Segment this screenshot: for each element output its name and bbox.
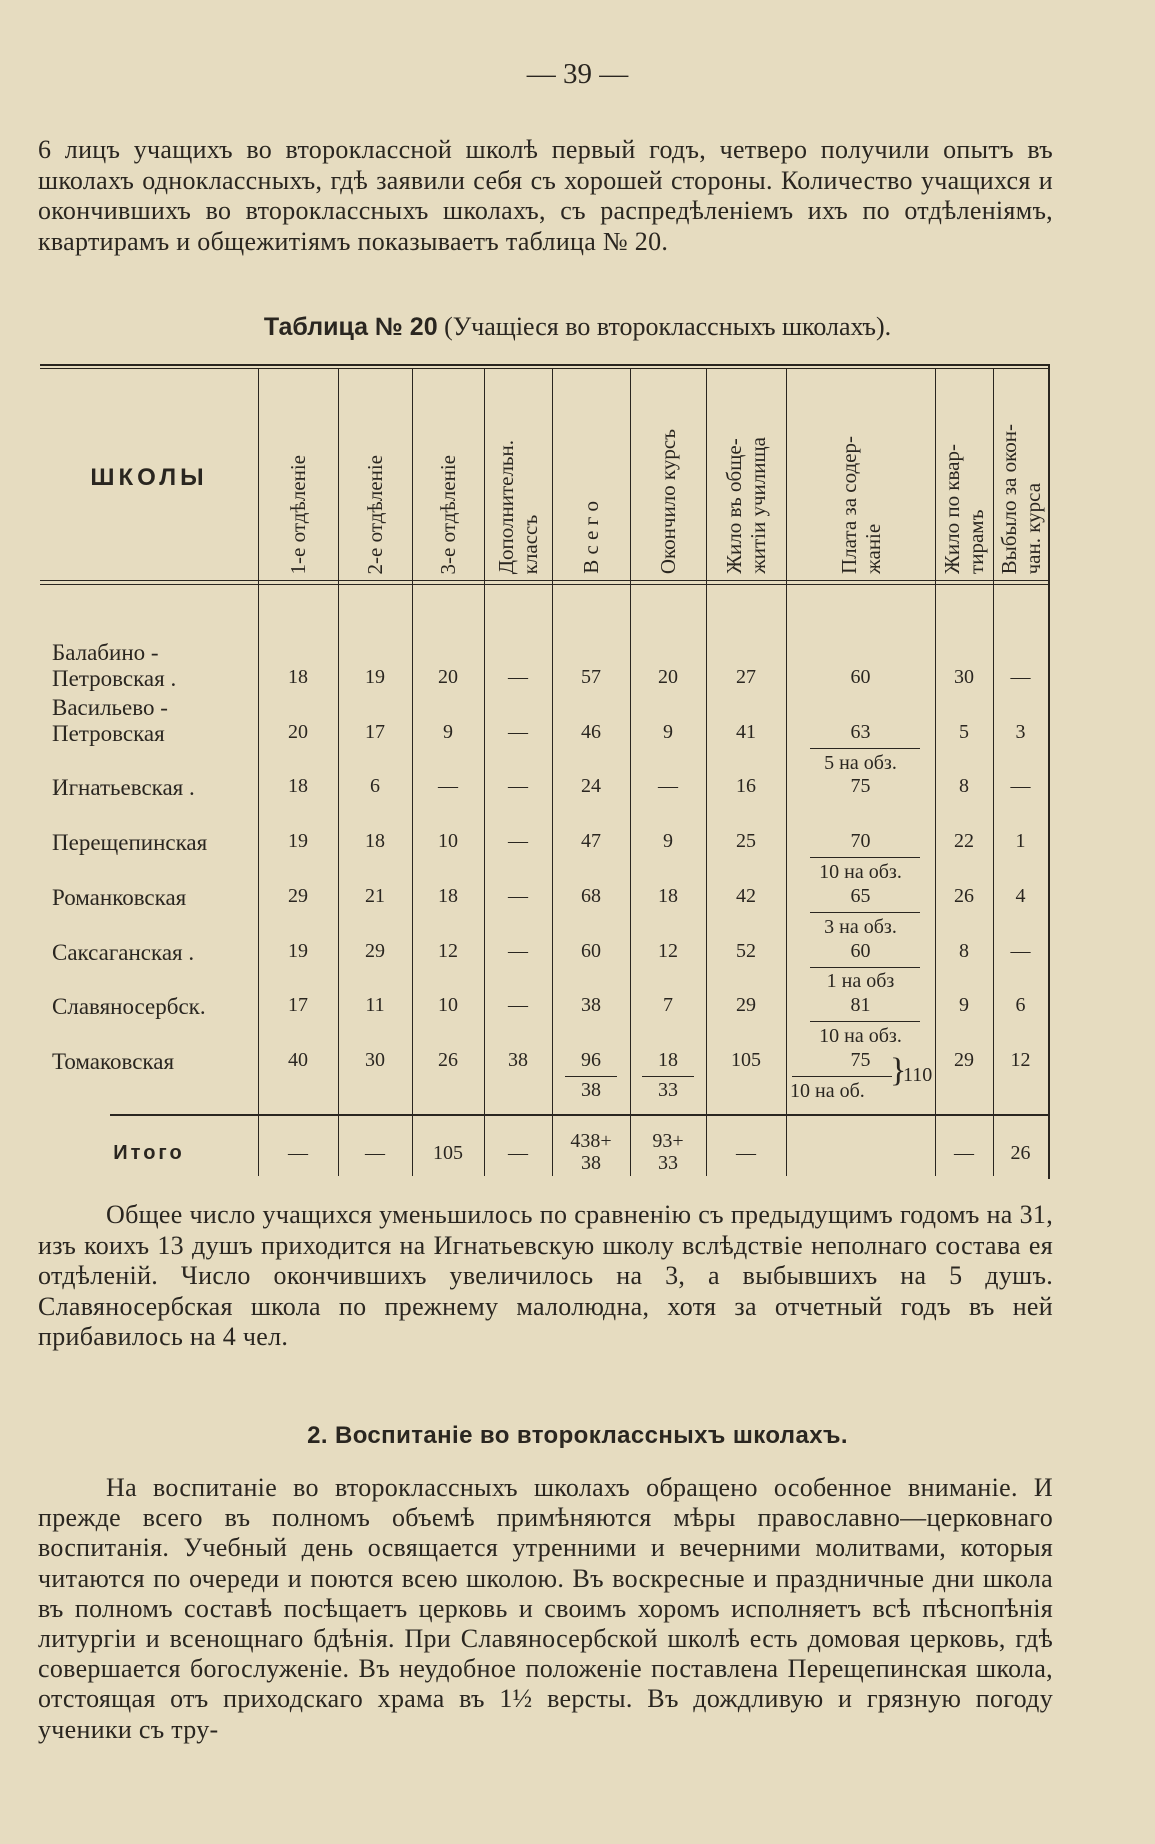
total-apartments: — bbox=[954, 1142, 974, 1164]
header-schools: ШКОЛЫ bbox=[90, 464, 208, 491]
pay-note: 1 на обз bbox=[826, 970, 895, 992]
cell-total: 96 bbox=[581, 1049, 601, 1071]
cell-c1: 20 bbox=[288, 721, 308, 743]
cell-left: 12 bbox=[1010, 1049, 1031, 1071]
cell-dorm: 52 bbox=[736, 940, 756, 962]
cell-c4: — bbox=[508, 721, 528, 743]
cell-apts: 8 bbox=[959, 775, 969, 797]
row-school-name: Романковская bbox=[52, 885, 187, 910]
table-caption-number: Таблица № 20 bbox=[263, 313, 438, 341]
row-school-name: Саксаганская . bbox=[52, 940, 195, 965]
cell-total: 57 bbox=[581, 666, 601, 688]
total-label: Итого bbox=[113, 1142, 185, 1164]
cell-c1: 18 bbox=[288, 775, 308, 797]
brace-glyph: } bbox=[890, 1052, 907, 1089]
tomak-sub-total: 38 bbox=[581, 1079, 601, 1101]
table-top-rule-2 bbox=[40, 368, 1050, 369]
cell-c4: — bbox=[508, 940, 528, 962]
cell-c2: 30 bbox=[365, 1049, 385, 1071]
cell-c1: 19 bbox=[288, 940, 308, 962]
total-finished: 93+ 33 bbox=[652, 1130, 684, 1174]
col-header-extra-class: Дополнительн. классъ bbox=[494, 439, 542, 574]
pay-note-rule bbox=[810, 1021, 920, 1022]
cell-left: 3 bbox=[1015, 721, 1026, 743]
section-heading: 2. Воспитаніе во второклассныхъ школахъ. bbox=[307, 1422, 848, 1449]
pay-note-rule bbox=[810, 748, 920, 749]
col-header-dropped: Выбыло за окон- чан. курса bbox=[996, 423, 1045, 574]
col-header-dormitory: Жило въ обще- житіи училища bbox=[722, 437, 770, 574]
col-header-payment: Плата за содер- жаніе bbox=[836, 435, 885, 574]
subtotal-rule bbox=[565, 1076, 617, 1077]
cell-total: 24 bbox=[581, 775, 601, 797]
cell-pay: 60 bbox=[850, 666, 871, 688]
pay-note: 10 на обз. bbox=[819, 861, 902, 883]
cell-apts: 22 bbox=[954, 830, 974, 852]
cell-c1: 19 bbox=[288, 830, 308, 852]
col-header-dept2: 2-е отдѣленіе bbox=[363, 454, 387, 574]
row-school-name: Васильево - Петровская bbox=[52, 695, 168, 746]
cell-left: — bbox=[1010, 940, 1031, 962]
cell-c1: 40 bbox=[288, 1049, 308, 1071]
table-right-border bbox=[1048, 364, 1050, 1179]
pay-note: 10 на обз. bbox=[819, 1025, 902, 1047]
cell-c2: 21 bbox=[365, 885, 385, 907]
cell-finished: 9 bbox=[663, 830, 673, 852]
col-header-dept3: 3-е отдѣленіе bbox=[436, 454, 460, 574]
cell-c4: — bbox=[508, 830, 528, 852]
cell-c3: 20 bbox=[438, 666, 458, 688]
cell-c4: — bbox=[508, 666, 528, 688]
cell-left: — bbox=[1010, 666, 1031, 688]
cell-apts: 9 bbox=[959, 994, 969, 1016]
cell-c4: — bbox=[508, 775, 528, 797]
table-caption bbox=[0, 312, 1155, 342]
cell-total: 38 bbox=[581, 994, 601, 1016]
cell-finished: 20 bbox=[658, 666, 678, 688]
pay-note: 5 на обз. bbox=[824, 752, 897, 774]
cell-dorm: 16 bbox=[736, 775, 756, 797]
cell-pay: 75 bbox=[850, 1049, 871, 1071]
cell-c3: 10 bbox=[438, 830, 458, 852]
pay-note-rule bbox=[810, 857, 920, 858]
cell-dorm: 42 bbox=[736, 885, 756, 907]
total-dept3: 105 bbox=[433, 1142, 463, 1164]
pay-sum: 110 bbox=[903, 1064, 933, 1086]
cell-c1: 18 bbox=[288, 666, 308, 688]
cell-apts: 8 bbox=[959, 940, 969, 962]
cell-dorm: 25 bbox=[736, 830, 756, 852]
cell-apts: 30 bbox=[954, 666, 974, 688]
col-header-finished: Окончило курсъ bbox=[656, 428, 680, 574]
cell-total: 60 bbox=[581, 940, 601, 962]
cell-c3: 18 bbox=[438, 885, 458, 907]
cell-c1: 17 bbox=[288, 994, 308, 1016]
total-extra: — bbox=[508, 1142, 528, 1164]
row-school-name: Славяносербск. bbox=[52, 994, 206, 1019]
paragraph-intro: 6 лицъ учащихъ во второклассной школѣ первый годъ, четверо получили опытъ въ школахъ одноклассныхъ, гдѣ заявили себя съ хорошей стороны. Количество учащихся и окончившихъ во второклассныхъ школахъ, съ распредѣленіемъ ихъ по отдѣленіямъ, квартирамъ и общежитіямъ показываетъ таблица № 20. bbox=[38, 135, 1053, 256]
cell-finished: 12 bbox=[658, 940, 678, 962]
cell-c2: 19 bbox=[365, 666, 385, 688]
cell-pay: 65 bbox=[850, 885, 871, 907]
table-header-rule-2 bbox=[40, 584, 1050, 585]
cell-c3: 12 bbox=[438, 940, 458, 962]
cell-c2: 11 bbox=[365, 994, 385, 1016]
col-header-dept1: 1-е отдѣленіе bbox=[286, 454, 310, 574]
table-total-rule bbox=[110, 1114, 1050, 1116]
tomak-sub-finished: 33 bbox=[658, 1079, 678, 1101]
cell-pay: 70 bbox=[850, 830, 871, 852]
cell-c3: 10 bbox=[438, 994, 458, 1016]
paragraph-summary: Общее число учащихся уменьшилось по сравненію съ предыдущимъ годомъ на 31, изъ коихъ 13 душъ приходится на Игнатьевскую школу вслѣдствіе неполнаго состава ея отдѣленій. Число окончившихъ увеличилось на 3, а выбывшихъ на 5 душъ. Славяносербская школа по прежнему малолюдна, хотя за отчетный годъ въ ней прибавилось на 4 чел. bbox=[38, 1200, 1053, 1351]
row-school-name: Перещепинская bbox=[52, 830, 208, 855]
total-dept1: — bbox=[288, 1142, 308, 1164]
cell-pay: 81 bbox=[850, 994, 871, 1016]
cell-c4: 38 bbox=[508, 1049, 528, 1071]
cell-c2: 6 bbox=[370, 775, 380, 797]
cell-dorm: 29 bbox=[736, 994, 756, 1016]
cell-c4: — bbox=[508, 885, 528, 907]
pay-sub-rule bbox=[792, 1076, 892, 1077]
col-header-apartments: Жило по квар- тирамъ bbox=[940, 444, 988, 574]
cell-pay: 63 bbox=[850, 721, 871, 743]
cell-apts: 26 bbox=[954, 885, 974, 907]
subtotal-rule bbox=[642, 1076, 694, 1077]
total-dorm: — bbox=[736, 1142, 756, 1164]
pay-note: 10 на об. bbox=[790, 1080, 865, 1102]
table-header-rule bbox=[40, 580, 1050, 581]
schools-table bbox=[40, 364, 1050, 1179]
cell-left: 1 bbox=[1015, 830, 1026, 852]
total-dropped: 26 bbox=[1010, 1142, 1031, 1164]
cell-total: 68 bbox=[581, 885, 601, 907]
cell-finished: 9 bbox=[663, 721, 673, 743]
cell-c3: 26 bbox=[438, 1049, 458, 1071]
total-dept2: — bbox=[365, 1142, 385, 1164]
cell-apts: 5 bbox=[959, 721, 969, 743]
cell-dorm: 27 bbox=[736, 666, 756, 688]
cell-finished: 18 bbox=[658, 885, 678, 907]
row-school-name: Балабино - Петровская . bbox=[52, 640, 177, 691]
cell-pay: 60 bbox=[850, 940, 871, 962]
cell-total: 47 bbox=[581, 830, 601, 852]
col-header-total: В с е г о bbox=[579, 501, 603, 574]
row-school-name: Игнатьевская . bbox=[52, 775, 195, 800]
cell-total: 46 bbox=[581, 721, 601, 743]
cell-c2: 29 bbox=[365, 940, 385, 962]
total-all: 438+ 38 bbox=[570, 1130, 612, 1174]
cell-left: 6 bbox=[1015, 994, 1026, 1016]
pay-note: 3 на обз. bbox=[824, 916, 897, 938]
table-caption-text: (Учащіеся во второклассныхъ школахъ). bbox=[437, 312, 892, 341]
row-school-name: Томаковская bbox=[52, 1049, 175, 1074]
cell-c2: 17 bbox=[365, 721, 385, 743]
cell-c3: — bbox=[438, 775, 458, 797]
cell-finished: 7 bbox=[663, 994, 673, 1016]
cell-dorm: 41 bbox=[736, 721, 756, 743]
cell-left: — bbox=[1010, 775, 1031, 797]
cell-apts: 29 bbox=[954, 1049, 974, 1071]
cell-finished: 18 bbox=[658, 1049, 678, 1071]
table-top-rule bbox=[40, 364, 1050, 366]
cell-c2: 18 bbox=[365, 830, 385, 852]
pay-note-rule bbox=[810, 967, 920, 968]
cell-c1: 29 bbox=[288, 885, 308, 907]
cell-c4: — bbox=[508, 994, 528, 1016]
cell-pay: 75 bbox=[850, 775, 871, 797]
cell-dorm: 105 bbox=[731, 1049, 761, 1071]
pay-note-rule bbox=[810, 912, 920, 913]
cell-c3: 9 bbox=[443, 721, 453, 743]
paragraph-education: На воспитаніе во второклассныхъ школахъ обращено особенное вниманіе. И прежде всего въ полномъ объемѣ примѣняются мѣры православно—церковнаго воспитанія. Учебный день освящается утренними и вечерними молитвами, которыя читаются по очереди и поются всею школою. Въ воскресные и праздничные дни школа въ полномъ составѣ посѣщаетъ церковь и своимъ хоромъ исполняетъ всѣ пѣснопѣнія литургіи и всенощнаго бдѣнія. При Славяносербской школѣ есть домовая церковь, гдѣ совершается богослуженіе. Въ неудобное положеніе поставлена Перещепинская школа, отстоящая отъ приходскаго храма въ 1½ версты. Въ дождливую и грязную погоду ученики съ тру- bbox=[38, 1473, 1053, 1744]
cell-left: 4 bbox=[1015, 885, 1026, 907]
page-number: — 39 — bbox=[526, 58, 629, 90]
cell-finished: — bbox=[658, 775, 678, 797]
